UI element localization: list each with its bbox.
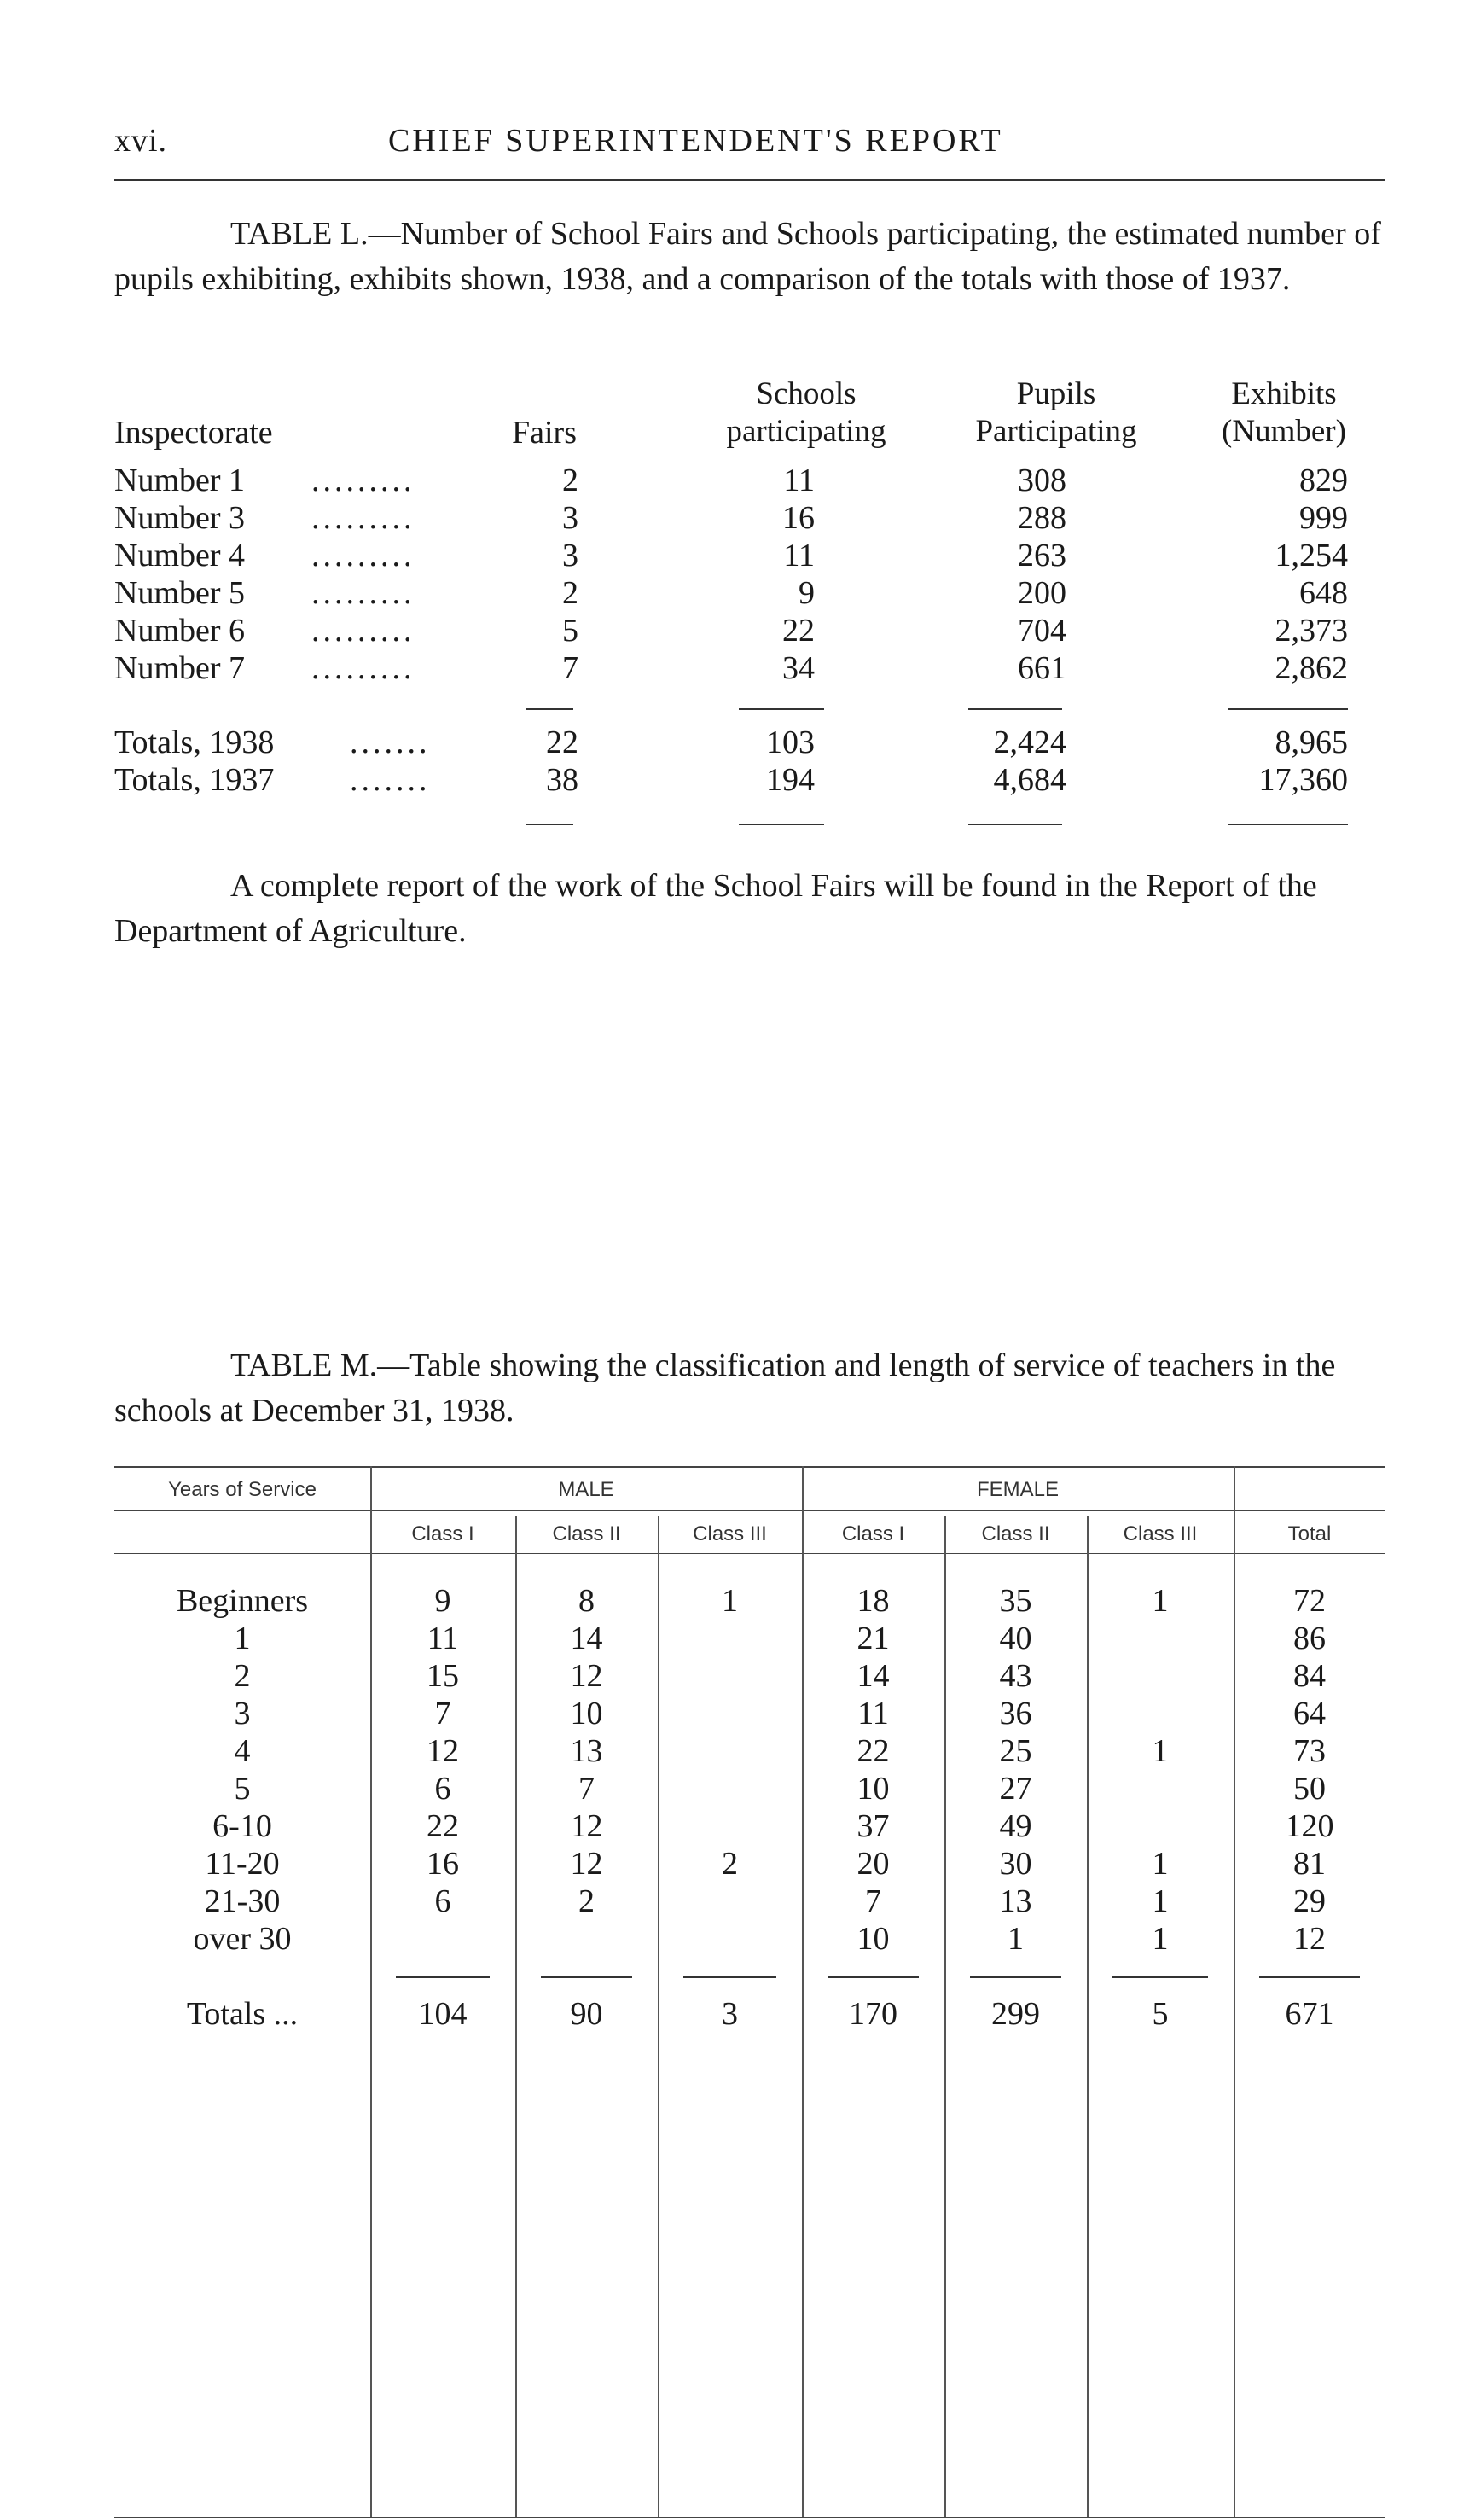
header-female: FEMALE — [976, 1478, 1060, 1501]
header-female-class-2: Class II — [981, 1522, 1050, 1545]
exhibits-rule-1 — [1228, 708, 1348, 710]
cell-pupils: 200 — [1018, 575, 1066, 611]
cell-m1: 9 — [434, 1583, 451, 1619]
cell-pupils: 308 — [1018, 463, 1066, 498]
header-female-class-1: Class I — [841, 1522, 905, 1545]
header-total: Total — [1287, 1522, 1332, 1545]
cell-f2: 43 — [999, 1658, 1032, 1694]
table-l-caption: TABLE L.—Number of School Fairs and Schools participating, the estimated number of pupils exhibiting, exhibits shown, 1938, and a comparison of the totals with those of 1937. — [114, 216, 1381, 297]
cell-f2: 27 — [999, 1771, 1032, 1807]
leader-dots: ......... — [311, 538, 415, 573]
cell-total: 84 — [1293, 1658, 1326, 1694]
cell-m2: 8 — [578, 1583, 595, 1619]
row-label: Number 6 — [114, 613, 246, 649]
cell-exhibits: 1,254 — [1275, 538, 1348, 573]
cell-m3: 3 — [722, 1996, 738, 2032]
table-m-bottom-rule — [114, 2517, 1385, 2518]
cell-f1: 20 — [857, 1846, 890, 1882]
cell-schools: 16 — [782, 500, 815, 536]
header-pupils-line1: Pupils — [1016, 376, 1096, 411]
cell-exhibits: 2,862 — [1275, 650, 1348, 686]
cell-m1: 22 — [427, 1808, 459, 1844]
cell-years: 1 — [234, 1621, 251, 1656]
cell-pupils: 263 — [1018, 538, 1066, 573]
cell-f2: 30 — [999, 1846, 1032, 1882]
leader-dots: ....... — [350, 725, 431, 760]
cell-years: 21-30 — [204, 1883, 281, 1919]
cell-f1: 21 — [857, 1621, 890, 1656]
cell-exhibits: 8,965 — [1275, 725, 1348, 760]
cell-years: Beginners — [176, 1583, 309, 1619]
cell-total: 64 — [1293, 1696, 1326, 1731]
cell-f2: 299 — [991, 1996, 1040, 2032]
cell-fairs: 3 — [562, 538, 578, 573]
exhibits-rule-2 — [1228, 824, 1348, 825]
cell-years: 2 — [234, 1658, 251, 1694]
header-male-class-3: Class III — [693, 1522, 767, 1545]
cell-schools: 9 — [799, 575, 815, 611]
table-m — [114, 1466, 1385, 2520]
cell-total: 50 — [1293, 1771, 1326, 1807]
cell-m2: 10 — [570, 1696, 603, 1731]
cell-fairs: 38 — [546, 762, 578, 798]
header-years-of-service: Years of Service — [168, 1478, 317, 1501]
cell-exhibits: 17,360 — [1258, 762, 1348, 798]
cell-f1: 10 — [857, 1921, 890, 1957]
cell-f3: 1 — [1152, 1883, 1169, 1919]
cell-f1: 7 — [865, 1883, 881, 1919]
fairs-rule-2 — [526, 824, 573, 825]
cell-years: 6-10 — [212, 1808, 272, 1844]
cell-m1: 7 — [434, 1696, 451, 1731]
header-pupils-line2: Participating — [975, 414, 1137, 449]
cell-m1: 12 — [427, 1733, 459, 1769]
cell-fairs: 3 — [562, 500, 578, 536]
header-female-class-3: Class III — [1123, 1522, 1198, 1545]
cell-f2: 40 — [999, 1621, 1032, 1656]
cell-f1: 10 — [857, 1771, 890, 1807]
cell-total: 81 — [1293, 1846, 1326, 1882]
cell-m2: 12 — [570, 1658, 603, 1694]
header-male-class-2: Class II — [552, 1522, 621, 1545]
row-label: Number 1 — [114, 463, 246, 498]
row-label: Totals, 1938 — [114, 725, 275, 760]
cell-total: 72 — [1293, 1583, 1326, 1619]
cell-m1: 6 — [434, 1883, 451, 1919]
cell-f3: 1 — [1152, 1921, 1169, 1957]
leader-dots: ......... — [311, 650, 415, 686]
cell-total: 120 — [1285, 1808, 1334, 1844]
cell-pupils: 288 — [1018, 500, 1066, 536]
cell-f3: 1 — [1152, 1583, 1169, 1619]
cell-f1: 11 — [857, 1696, 889, 1731]
cell-f2: 35 — [999, 1583, 1032, 1619]
leader-dots: ......... — [311, 613, 415, 649]
cell-f1: 170 — [849, 1996, 897, 2032]
cell-m1: 6 — [434, 1771, 451, 1807]
header-exhibits-line1: Exhibits — [1231, 376, 1337, 411]
schools-rule-1 — [739, 708, 824, 710]
cell-total: 73 — [1293, 1733, 1326, 1769]
totals-rule — [1259, 1976, 1360, 1978]
cell-fairs: 7 — [562, 650, 578, 686]
cell-schools: 11 — [783, 463, 815, 498]
leader-dots: ......... — [311, 575, 415, 611]
cell-years: 11-20 — [205, 1846, 280, 1882]
row-label: Number 7 — [114, 650, 246, 686]
cell-f1: 22 — [857, 1733, 890, 1769]
row-label: Number 5 — [114, 575, 246, 611]
header-inspectorate: Inspectorate — [114, 415, 273, 451]
cell-m1: 104 — [418, 1996, 468, 2032]
cell-exhibits: 2,373 — [1275, 613, 1348, 649]
cell-schools: 194 — [766, 762, 815, 798]
cell-total: 12 — [1293, 1921, 1326, 1957]
cell-f3: 1 — [1152, 1846, 1169, 1882]
cell-m2: 12 — [570, 1846, 603, 1882]
totals-rule — [683, 1976, 776, 1978]
cell-fairs: 2 — [562, 575, 578, 611]
cell-m2: 14 — [570, 1621, 603, 1656]
cell-pupils: 4,684 — [993, 762, 1066, 798]
header-exhibits-line2: (Number) — [1222, 414, 1346, 449]
cell-m2: 13 — [570, 1733, 603, 1769]
row-label: Totals, 1937 — [114, 762, 275, 798]
cell-schools: 22 — [782, 613, 815, 649]
cell-f2: 49 — [999, 1808, 1032, 1844]
leader-dots: ......... — [311, 463, 415, 498]
cell-exhibits: 829 — [1299, 463, 1348, 498]
cell-total: 671 — [1285, 1996, 1334, 2032]
cell-m3: 2 — [722, 1846, 738, 1882]
cell-f2: 25 — [999, 1733, 1032, 1769]
cell-f1: 14 — [857, 1658, 890, 1694]
cell-years: 4 — [234, 1733, 251, 1769]
cell-f2: 36 — [999, 1696, 1032, 1731]
totals-rule — [396, 1976, 490, 1978]
cell-fairs: 5 — [562, 613, 578, 649]
cell-years: over 30 — [193, 1921, 292, 1957]
cell-f1: 18 — [857, 1583, 890, 1619]
cell-schools: 103 — [766, 725, 815, 760]
cell-m1: 15 — [427, 1658, 459, 1694]
cell-m2: 7 — [578, 1771, 595, 1807]
pupils-rule-2 — [968, 824, 1062, 825]
header-male-class-1: Class I — [411, 1522, 474, 1545]
cell-total: 86 — [1293, 1621, 1326, 1656]
cell-pupils: 661 — [1018, 650, 1066, 686]
cell-m1: 11 — [427, 1621, 459, 1656]
cell-m3: 1 — [722, 1583, 738, 1619]
cell-f1: 37 — [857, 1808, 890, 1844]
cell-m2: 90 — [570, 1996, 603, 2032]
header-rule — [114, 179, 1385, 181]
row-label: Number 4 — [114, 538, 246, 573]
cell-years: 3 — [234, 1696, 251, 1731]
table-m-group-rule — [114, 1510, 1385, 1511]
cell-exhibits: 648 — [1299, 575, 1348, 611]
cell-f2: 1 — [1008, 1921, 1024, 1957]
row-label: Number 3 — [114, 500, 246, 536]
header-schools-line1: Schools — [756, 376, 857, 411]
cell-f2: 13 — [999, 1883, 1032, 1919]
schools-rule-2 — [739, 824, 824, 825]
totals-rule — [828, 1976, 919, 1978]
cell-schools: 34 — [782, 650, 815, 686]
cell-m1: 16 — [427, 1846, 459, 1882]
header-fairs: Fairs — [512, 415, 577, 451]
cell-exhibits: 999 — [1299, 500, 1348, 536]
table-m-header-rule — [114, 1553, 1385, 1554]
totals-rule — [970, 1976, 1061, 1978]
cell-years: Totals ... — [186, 1996, 299, 2032]
leader-dots: ....... — [350, 762, 431, 798]
cell-fairs: 2 — [562, 463, 578, 498]
running-title: CHIEF SUPERINTENDENT'S REPORT — [388, 123, 1003, 159]
fairs-rule-1 — [526, 708, 573, 710]
header-male: MALE — [558, 1478, 614, 1501]
cell-schools: 11 — [783, 538, 815, 573]
cell-total: 29 — [1293, 1883, 1326, 1919]
cell-fairs: 22 — [546, 725, 578, 760]
cell-years: 5 — [234, 1771, 251, 1807]
cell-pupils: 2,424 — [993, 725, 1066, 760]
header-schools-line2: participating — [726, 414, 886, 449]
totals-rule — [541, 1976, 632, 1978]
cell-m2: 2 — [578, 1883, 595, 1919]
cell-f3: 1 — [1152, 1733, 1169, 1769]
page-number: xvi. — [114, 123, 168, 159]
leader-dots: ......... — [311, 500, 415, 536]
cell-pupils: 704 — [1018, 613, 1066, 649]
pupils-rule-1 — [968, 708, 1062, 710]
table-m-top-rule — [114, 1466, 1385, 1468]
cell-f3: 5 — [1152, 1996, 1169, 2032]
school-fairs-note: A complete report of the work of the School Fairs will be found in the Report of the Department of Agriculture. — [114, 868, 1317, 949]
cell-m2: 12 — [570, 1808, 603, 1844]
totals-rule — [1112, 1976, 1208, 1978]
table-m-caption: TABLE M.—Table showing the classification and length of service of teachers in the schools at December 31, 1938. — [114, 1347, 1336, 1429]
